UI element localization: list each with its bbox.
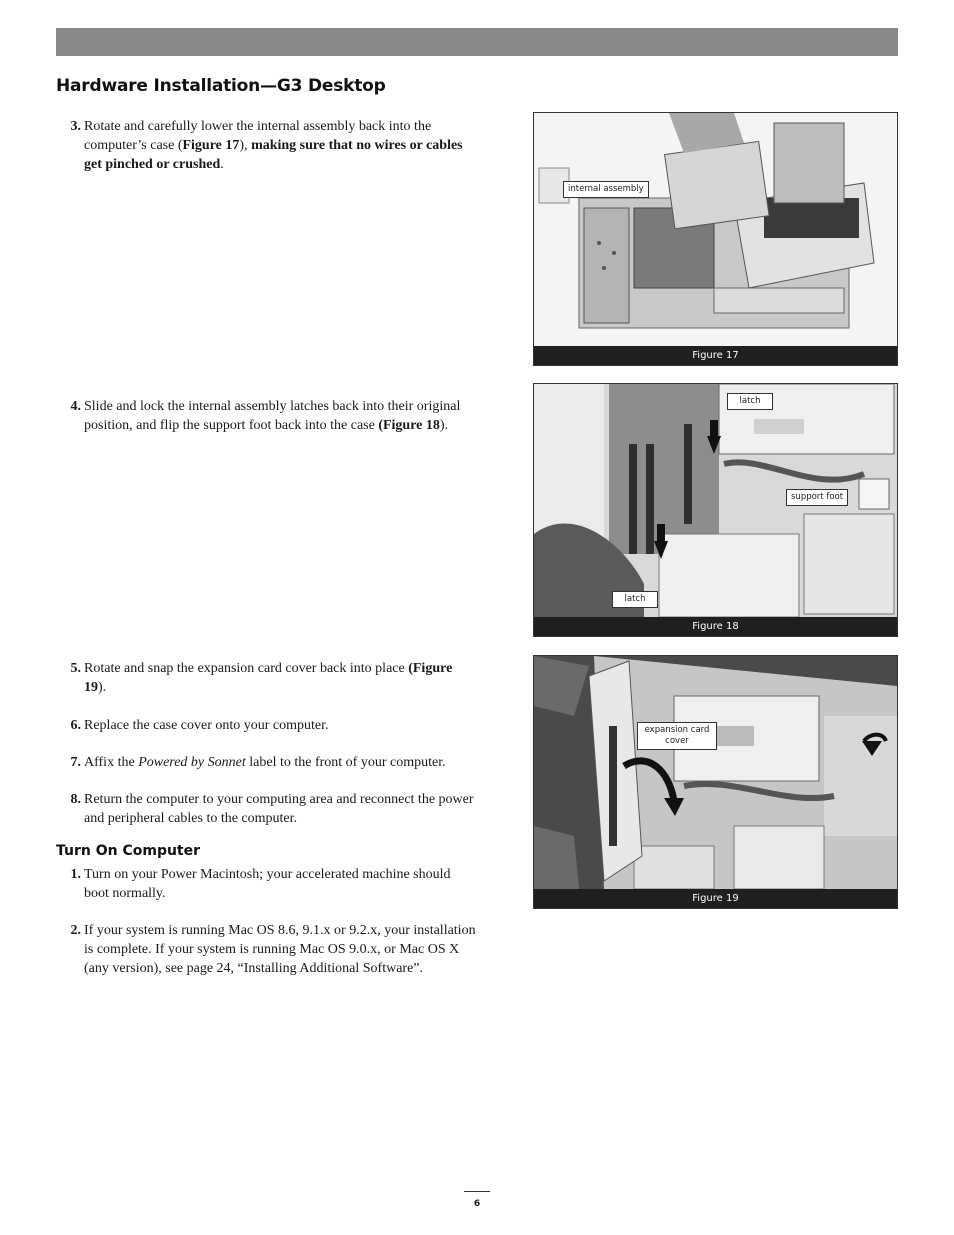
figure-caption: Figure 18 <box>534 617 897 636</box>
turn-on-step-1 <box>56 865 476 903</box>
step-text: Rotate and snap the expansion card cover back into place (Figure 19). <box>84 661 453 695</box>
footer-rule <box>464 1191 490 1192</box>
step-6 <box>56 716 476 735</box>
callout-latch-top: latch <box>727 393 773 410</box>
step-number: 4. <box>70 399 81 414</box>
step-number: 1. <box>70 867 81 882</box>
callout-internal-assembly: internal assembly <box>563 181 649 198</box>
step-text: Slide and lock the internal assembly latches back into their original position, and flip the support foot back into the case (Figure 18). <box>84 399 461 433</box>
step-text: If your system is running Mac OS 8.6, 9.1.x or 9.2.x, your installation is complete. If your system is running Mac OS 9.0.x, or Mac OS X (any version), see page 24, “Installing Additional Software”. <box>84 923 476 976</box>
step-number: 2. <box>70 923 81 938</box>
step-number: 6. <box>70 718 81 733</box>
step-number: 7. <box>70 755 81 770</box>
callout-latch-bottom: latch <box>612 591 658 608</box>
step-text: Turn on your Power Macintosh; your accelerated machine should boot normally. <box>84 867 451 901</box>
callout-expansion-card-cover: expansion card cover <box>637 722 717 750</box>
turn-on-step-2 <box>56 921 476 978</box>
turn-on-heading: Turn On Computer <box>56 843 201 859</box>
figure-19 <box>533 655 898 909</box>
figure-caption: Figure 17 <box>534 346 897 365</box>
figure-19-photo <box>534 656 897 889</box>
step-text: Affix the Powered by Sonnet label to the front of your computer. <box>84 755 446 770</box>
step-number: 5. <box>70 661 81 676</box>
header-bar <box>56 28 898 56</box>
page-title: Hardware Installation—G3 Desktop <box>56 76 386 96</box>
step-text: Return the computer to your computing area and reconnect the power and peripheral cables to the computer. <box>84 792 474 826</box>
callout-support-foot: support foot <box>786 489 848 506</box>
step-text: Rotate and carefully lower the internal assembly back into the computer’s case (Figure 17), making sure that no wires or cables get pinched or crushed. <box>84 119 463 172</box>
figure-17-photo <box>534 113 897 346</box>
step-number: 8. <box>70 792 81 807</box>
page-number: 6 <box>473 1199 481 1209</box>
figure-caption: Figure 19 <box>534 889 897 908</box>
step-7 <box>56 753 476 772</box>
step-8 <box>56 790 476 828</box>
step-number: 3. <box>70 119 81 134</box>
step-4 <box>56 397 476 435</box>
step-text: Replace the case cover onto your computer. <box>84 718 329 733</box>
figure-18 <box>533 383 898 637</box>
figure-17 <box>533 112 898 366</box>
step-3 <box>56 117 476 174</box>
step-5 <box>56 659 476 697</box>
